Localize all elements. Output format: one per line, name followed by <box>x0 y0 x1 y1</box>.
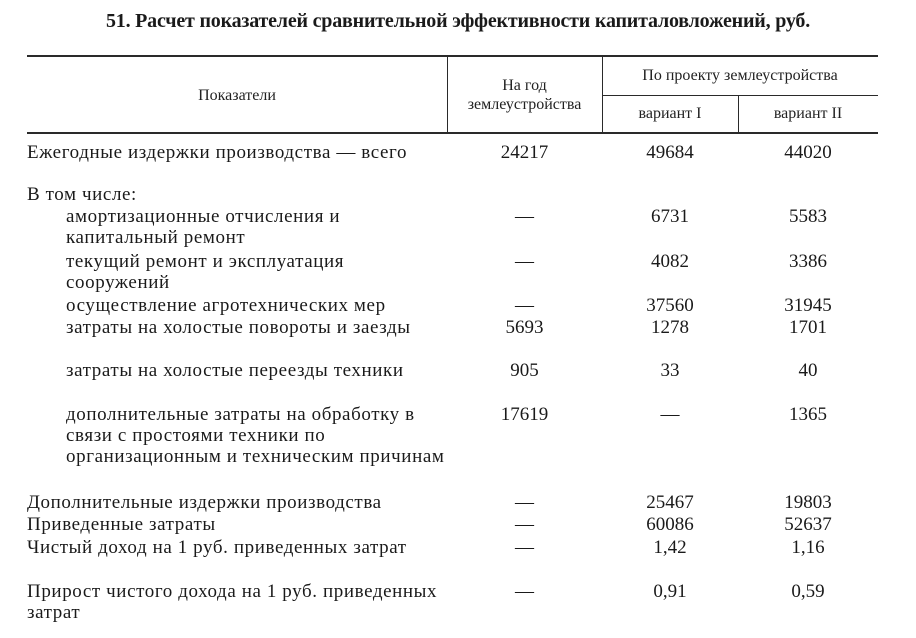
value-variant-2: 52637 <box>784 514 832 535</box>
value-variant-2: 1701 <box>789 317 827 338</box>
row-label: В том числе: <box>27 184 137 205</box>
row-label: дополнительные затраты на обработку в связи с простоями техники по организационным и техническим причинам <box>66 404 445 467</box>
value-variant-2: 5583 <box>789 206 827 227</box>
header-variant-1: вариант I <box>638 105 702 122</box>
row-label: осуществление агротехнических мер <box>66 295 386 316</box>
value-variant-2: 19803 <box>784 492 832 513</box>
row-label: затраты на холостые повороты и заезды <box>66 317 411 338</box>
value-base-year: 24217 <box>500 142 549 163</box>
value-base-year: — <box>515 206 534 227</box>
row-label: затраты на холостые переезды техники <box>66 360 404 381</box>
value-variant-2: 40 <box>798 360 818 381</box>
row-label: Приведенные затраты <box>27 514 216 535</box>
value-variant-2: 3386 <box>789 251 827 272</box>
value-variant-1: 1,42 <box>653 537 687 558</box>
header-variant-2: вариант II <box>773 105 843 122</box>
value-base-year: 905 <box>510 360 539 381</box>
row-label: Чистый доход на 1 руб. приведенных затрат <box>27 537 407 558</box>
header-indicators: Показатели <box>198 87 276 104</box>
value-base-year: 17619 <box>500 404 549 425</box>
value-base-year: — <box>515 492 534 513</box>
header-base-year: На год землеустройства <box>467 77 582 113</box>
value-variant-1: 25467 <box>646 492 694 513</box>
header-project: По проекту землеустройства <box>642 67 838 84</box>
value-base-year: — <box>515 514 534 535</box>
value-variant-2: 44020 <box>784 142 832 163</box>
value-base-year: — <box>515 251 534 272</box>
value-variant-2: 1365 <box>789 404 827 425</box>
table-title: 51. Расчет показателей сравнительной эффективности капиталовложений, руб. <box>105 10 811 32</box>
value-variant-1: 1278 <box>651 317 689 338</box>
value-variant-2: 31945 <box>784 295 832 316</box>
value-variant-1: 0,91 <box>653 581 687 602</box>
value-variant-1: 49684 <box>646 142 694 163</box>
value-variant-1: 4082 <box>651 251 689 272</box>
project-subrule <box>602 95 878 96</box>
value-variant-1: 60086 <box>646 514 694 535</box>
header-bottom-rule <box>27 132 878 134</box>
value-base-year: — <box>515 581 534 602</box>
header-divider-1 <box>447 57 448 133</box>
value-variant-2: 1,16 <box>791 537 825 558</box>
row-label: амортизационные отчисления и капитальный ремонт <box>66 206 341 248</box>
value-base-year: 5693 <box>505 317 544 338</box>
row-label: текущий ремонт и эксплуатация сооружений <box>66 251 345 293</box>
value-variant-1: 37560 <box>646 295 694 316</box>
row-label: Ежегодные издержки производства — всего <box>27 142 408 163</box>
row-label: Дополнительные издержки производства <box>27 492 382 513</box>
row-label: Прирост чистого дохода на 1 руб. приведенных затрат <box>27 581 438 623</box>
value-variant-1: — <box>660 404 680 425</box>
value-base-year: — <box>515 537 534 558</box>
value-variant-2: 0,59 <box>791 581 825 602</box>
value-base-year: — <box>515 295 534 316</box>
value-variant-1: 6731 <box>651 206 689 227</box>
top-rule <box>27 55 878 57</box>
value-variant-1: 33 <box>660 360 680 381</box>
